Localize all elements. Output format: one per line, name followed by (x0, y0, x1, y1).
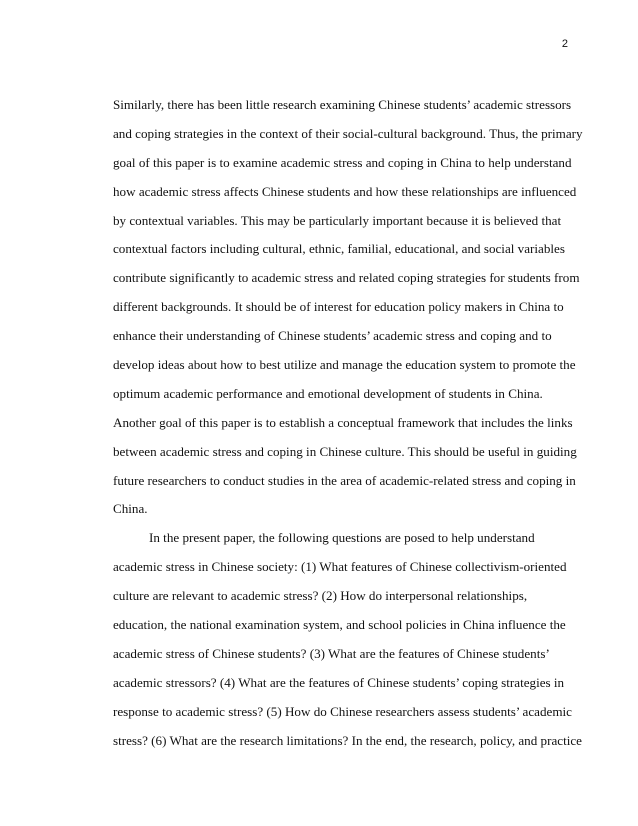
text-line: develop ideas about how to best utilize and manage the education system to promote the (113, 357, 576, 373)
text-line: between academic stress and coping in Chinese culture. This should be useful in guiding (113, 443, 577, 459)
text-line: contextual factors including cultural, ethnic, familial, educational, and social variables (113, 241, 565, 257)
text-line: response to academic stress? (5) How do Chinese researchers assess students’ academic (113, 703, 572, 719)
body-text (113, 91, 583, 755)
text-line: academic stress in Chinese society: (1) What features of Chinese collectivism-oriented (113, 559, 567, 575)
text-line: contribute significantly to academic stress and related coping strategies for students from (113, 270, 580, 286)
text-line: enhance their understanding of Chinese students’ academic stress and coping and to (113, 328, 552, 344)
text-line: Similarly, there has been little research examining Chinese students’ academic stressors (113, 97, 572, 112)
text-line: culture are relevant to academic stress? (2) How do interpersonal relationships, (113, 588, 528, 604)
page-number: 2 (561, 38, 568, 50)
text-line: education, the national examination system, and school policies in China influence the (113, 617, 566, 633)
text-line: China. (113, 501, 148, 517)
text-line: goal of this paper is to examine academic stress and coping in China to help understand (113, 154, 572, 170)
text-line: and coping strategies in the context of their social-cultural background. Thus, the primary (113, 125, 583, 141)
text-line: Another goal of this paper is to establish a conceptual framework that includes the links (113, 414, 573, 430)
text-line: future researchers to conduct studies in the area of academic-related stress and coping in (113, 472, 576, 488)
text-line: academic stress of Chinese students? (3) What are the features of Chinese students’ (113, 645, 550, 661)
text-line: stress? (6) What are the research limitations? In the end, the research, policy, and practice (113, 732, 582, 748)
paragraph-first-line: In the present paper, the following questions are posed to help understand (149, 530, 535, 546)
text-line: by contextual variables. This may be particularly important because it is believed that (113, 212, 562, 228)
text-line: different backgrounds. It should be of interest for education policy makers in China to (113, 299, 564, 315)
text-line: optimum academic performance and emotional development of students in China. (113, 385, 543, 401)
text-line: academic stressors? (4) What are the features of Chinese students’ coping strategies in (113, 674, 565, 690)
text-line: how academic stress affects Chinese students and how these relationships are influenced (113, 183, 577, 199)
